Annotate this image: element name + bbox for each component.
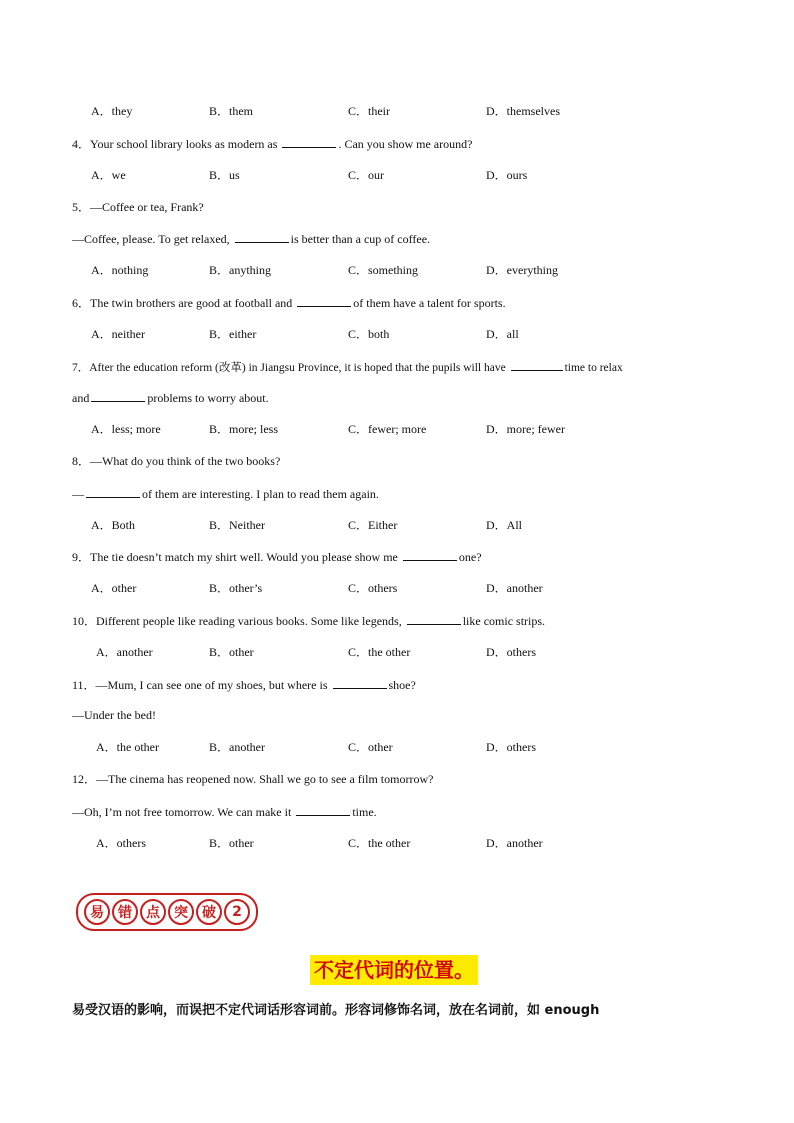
q6-blank <box>297 294 351 307</box>
q5-blank <box>235 230 289 243</box>
q4-option-a[interactable]: A．we <box>91 168 126 182</box>
q3-option-a[interactable]: A．they <box>91 104 133 118</box>
section-banner <box>76 893 258 931</box>
q8-text-pre: — <box>72 487 84 501</box>
q10-blank <box>407 612 461 625</box>
q8-line1: 8．—What do you think of the two books? <box>72 454 281 468</box>
q7-text-pre2: and <box>72 391 90 405</box>
q6-text-pre: 6．The twin brothers are good at football and <box>72 296 293 310</box>
q5-text-post: is better than a cup of coffee. <box>290 232 431 246</box>
q12-text-pre: —Oh, I’m not free tomorrow. We can make it <box>72 805 292 819</box>
q4-option-c[interactable]: C．our <box>348 168 385 182</box>
q10-options <box>0 644 794 660</box>
q5-option-d[interactable]: D．everything <box>486 263 558 277</box>
q11-stem <box>72 676 416 693</box>
q9-options <box>0 580 794 596</box>
q7-option-c[interactable]: C．fewer; more <box>348 422 427 436</box>
q10-option-d[interactable]: D．others <box>486 645 536 659</box>
q11-text-post: shoe? <box>388 678 416 692</box>
q6-options <box>0 326 794 342</box>
q5-line1: 5．—Coffee or tea, Frank? <box>72 200 204 214</box>
q12-option-c[interactable]: C．the other <box>348 836 411 850</box>
q7-stem-2 <box>72 389 269 406</box>
banner-char-1: 易 <box>84 899 110 925</box>
q3-options <box>0 103 794 119</box>
q9-option-d[interactable]: D．another <box>486 581 543 595</box>
q8-option-a[interactable]: A．Both <box>91 518 136 532</box>
q7-text-pre: 7．After the education reform (改革) in Jiangsu Province, it is hoped that the pupils will have <box>72 362 506 374</box>
q9-option-c[interactable]: C．others <box>348 581 398 595</box>
q8-text-post: of them are interesting. I plan to read them again. <box>142 487 379 501</box>
q12-blank <box>296 803 350 816</box>
q5-options <box>0 262 794 278</box>
q11-option-d[interactable]: D．others <box>486 740 536 754</box>
q9-text-post: one? <box>458 550 482 564</box>
q6-stem <box>72 294 506 311</box>
q5-option-c[interactable]: C．something <box>348 263 419 277</box>
q6-option-d[interactable]: D．all <box>486 327 519 341</box>
q12-option-b[interactable]: B．other <box>209 836 254 850</box>
section-text: 易受汉语的影响，而误把不定代词话形容词前。形容词修饰名词，放在名词前，如 enough <box>72 1003 600 1018</box>
q9-stem <box>72 548 482 565</box>
q5-text-pre: —Coffee, please. To get relaxed, <box>72 232 230 246</box>
q12-options <box>0 835 794 851</box>
q7-blank-2 <box>91 389 145 402</box>
q11-options <box>0 739 794 755</box>
banner-char-2: 错 <box>112 899 138 925</box>
q8-option-b[interactable]: B．Neither <box>209 518 265 532</box>
q8-options <box>0 517 794 533</box>
q10-option-b[interactable]: B．other <box>209 645 254 659</box>
q5-option-a[interactable]: A．nothing <box>91 263 149 277</box>
q12-option-d[interactable]: D．another <box>486 836 543 850</box>
q8-stem <box>72 485 379 502</box>
q6-text-post: of them have a talent for sports. <box>353 296 506 310</box>
q5-option-b[interactable]: B．anything <box>209 263 271 277</box>
q4-stem <box>72 135 472 152</box>
q6-option-a[interactable]: A．neither <box>91 327 145 341</box>
banner-char-5: 破 <box>196 899 222 925</box>
q8-option-d[interactable]: D．All <box>486 518 523 532</box>
banner-char-3: 点 <box>140 899 166 925</box>
q7-text-mid: time to relax <box>564 362 623 374</box>
q4-text-post: . Can you show me around? <box>338 137 473 151</box>
q5-stem <box>72 230 430 247</box>
q9-option-a[interactable]: A．other <box>91 581 137 595</box>
q9-blank <box>403 548 457 561</box>
q7-stem <box>72 358 623 376</box>
q11-option-b[interactable]: B．another <box>209 740 265 754</box>
q4-option-b[interactable]: B．us <box>209 168 240 182</box>
q10-text-post: like comic strips. <box>462 614 546 628</box>
q7-blank-1 <box>511 358 563 371</box>
q3-option-b[interactable]: B．them <box>209 104 253 118</box>
q9-text-pre: 9．The tie doesn’t match my shirt well. Would you please show me <box>72 550 398 564</box>
q10-option-a[interactable]: A．another <box>96 645 153 659</box>
q6-option-c[interactable]: C．both <box>348 327 390 341</box>
q10-stem <box>72 612 545 629</box>
q11-blank <box>333 676 387 689</box>
q12-line1: 12．—The cinema has reopened now. Shall we go to see a film tomorrow? <box>72 772 434 786</box>
q7-options <box>0 421 794 437</box>
q7-option-b[interactable]: B．more; less <box>209 422 278 436</box>
q7-option-a[interactable]: A．less; more <box>91 422 161 436</box>
q11-line2: —Under the bed! <box>72 708 156 722</box>
q12-stem <box>72 803 377 820</box>
q4-blank <box>282 135 336 148</box>
q10-text-pre: 10．Different people like reading various books. Some like legends, <box>72 614 402 628</box>
banner-char-4: 突 <box>168 899 194 925</box>
q8-blank <box>86 485 140 498</box>
q8-option-c[interactable]: C．Either <box>348 518 398 532</box>
q7-option-d[interactable]: D．more; fewer <box>486 422 565 436</box>
q11-text-pre: 11．—Mum, I can see one of my shoes, but where is <box>72 678 328 692</box>
q4-options <box>0 167 794 183</box>
q11-option-c[interactable]: C．other <box>348 740 393 754</box>
q4-text-pre: 4．Your school library looks as modern as <box>72 137 278 151</box>
q4-option-d[interactable]: D．ours <box>486 168 528 182</box>
q3-option-d[interactable]: D．themselves <box>486 104 560 118</box>
q12-text-post: time. <box>352 805 377 819</box>
section-title: 不定代词的位置。 <box>310 955 478 985</box>
q11-option-a[interactable]: A．the other <box>96 740 159 754</box>
q3-option-c[interactable]: C．their <box>348 104 390 118</box>
q7-text-post2: problems to worry about. <box>147 391 269 405</box>
q10-option-c[interactable]: C．the other <box>348 645 411 659</box>
q6-option-b[interactable]: B．either <box>209 327 257 341</box>
q9-option-b[interactable]: B．other’s <box>209 581 263 595</box>
banner-number: 2 <box>224 899 250 925</box>
q12-option-a[interactable]: A．others <box>96 836 146 850</box>
